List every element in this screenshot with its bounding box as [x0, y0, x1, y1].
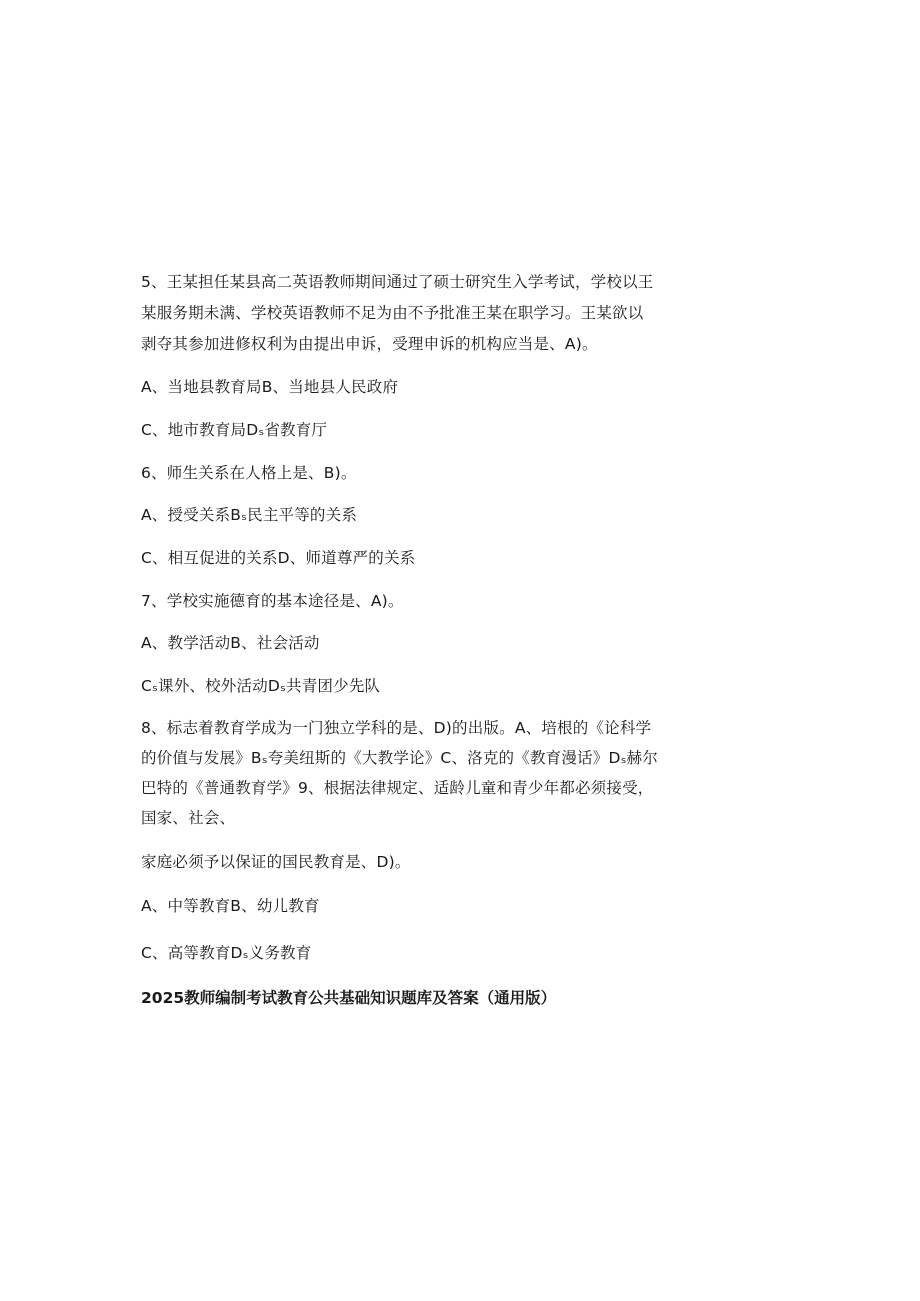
question-8-line-4: 国家、社会、 [141, 809, 236, 827]
question-9-options-ab: A、中等教育B、幼儿教育 [141, 897, 320, 915]
question-7-options-cd: Cₛ课外、校外活动Dₛ共青团少先队 [141, 677, 381, 695]
question-5-line-3: 剥夺其参加进修权利为由提出申诉，受理申诉的机构应当是、A)。 [141, 335, 598, 353]
question-6-stem: 6、师生关系在人格上是、B)。 [141, 464, 357, 482]
question-5-stem [141, 271, 701, 355]
question-8-stem [141, 717, 701, 829]
question-6-options-ab: A、授受关系Bₛ民主平等的关系 [141, 506, 358, 524]
question-9-stem: 家庭必须予以保证的国民教育是、D)。 [141, 853, 411, 871]
question-7-options-ab: A、教学活动B、社会活动 [141, 634, 320, 652]
document-footer-title: 2025教师编制考试教育公共基础知识题库及答案（通用版） [141, 989, 557, 1007]
question-5-options-cd: C、地市教育局Dₛ省教育厅 [141, 421, 328, 439]
question-8-line-3: 巴特的《普通教育学》9、根据法律规定、适龄儿童和青少年都必须接受， [141, 779, 654, 797]
question-8-line-1: 8、标志着教育学成为一门独立学科的是、D)的出版。A、培根的《论科学 [141, 719, 652, 737]
question-8-line-2: 的价值与发展》Bₛ夸美纽斯的《大教学论》C、洛克的《教育漫话》Dₛ赫尔 [141, 749, 658, 767]
question-7-stem: 7、学校实施德育的基本途径是、A)。 [141, 592, 404, 610]
question-5-options-ab: A、当地县教育局B、当地县人民政府 [141, 378, 399, 396]
question-9-options-cd: C、高等教育Dₛ义务教育 [141, 944, 312, 962]
question-5-line-1: 5、王某担任某县高二英语教师期间通过了硕士研究生入学考试，学校以王 [141, 273, 654, 291]
question-5-line-2: 某服务期未满、学校英语教师不足为由不予批准王某在职学习。王某欲以 [141, 304, 644, 322]
question-6-options-cd: C、相互促进的关系D、师道尊严的关系 [141, 549, 416, 567]
